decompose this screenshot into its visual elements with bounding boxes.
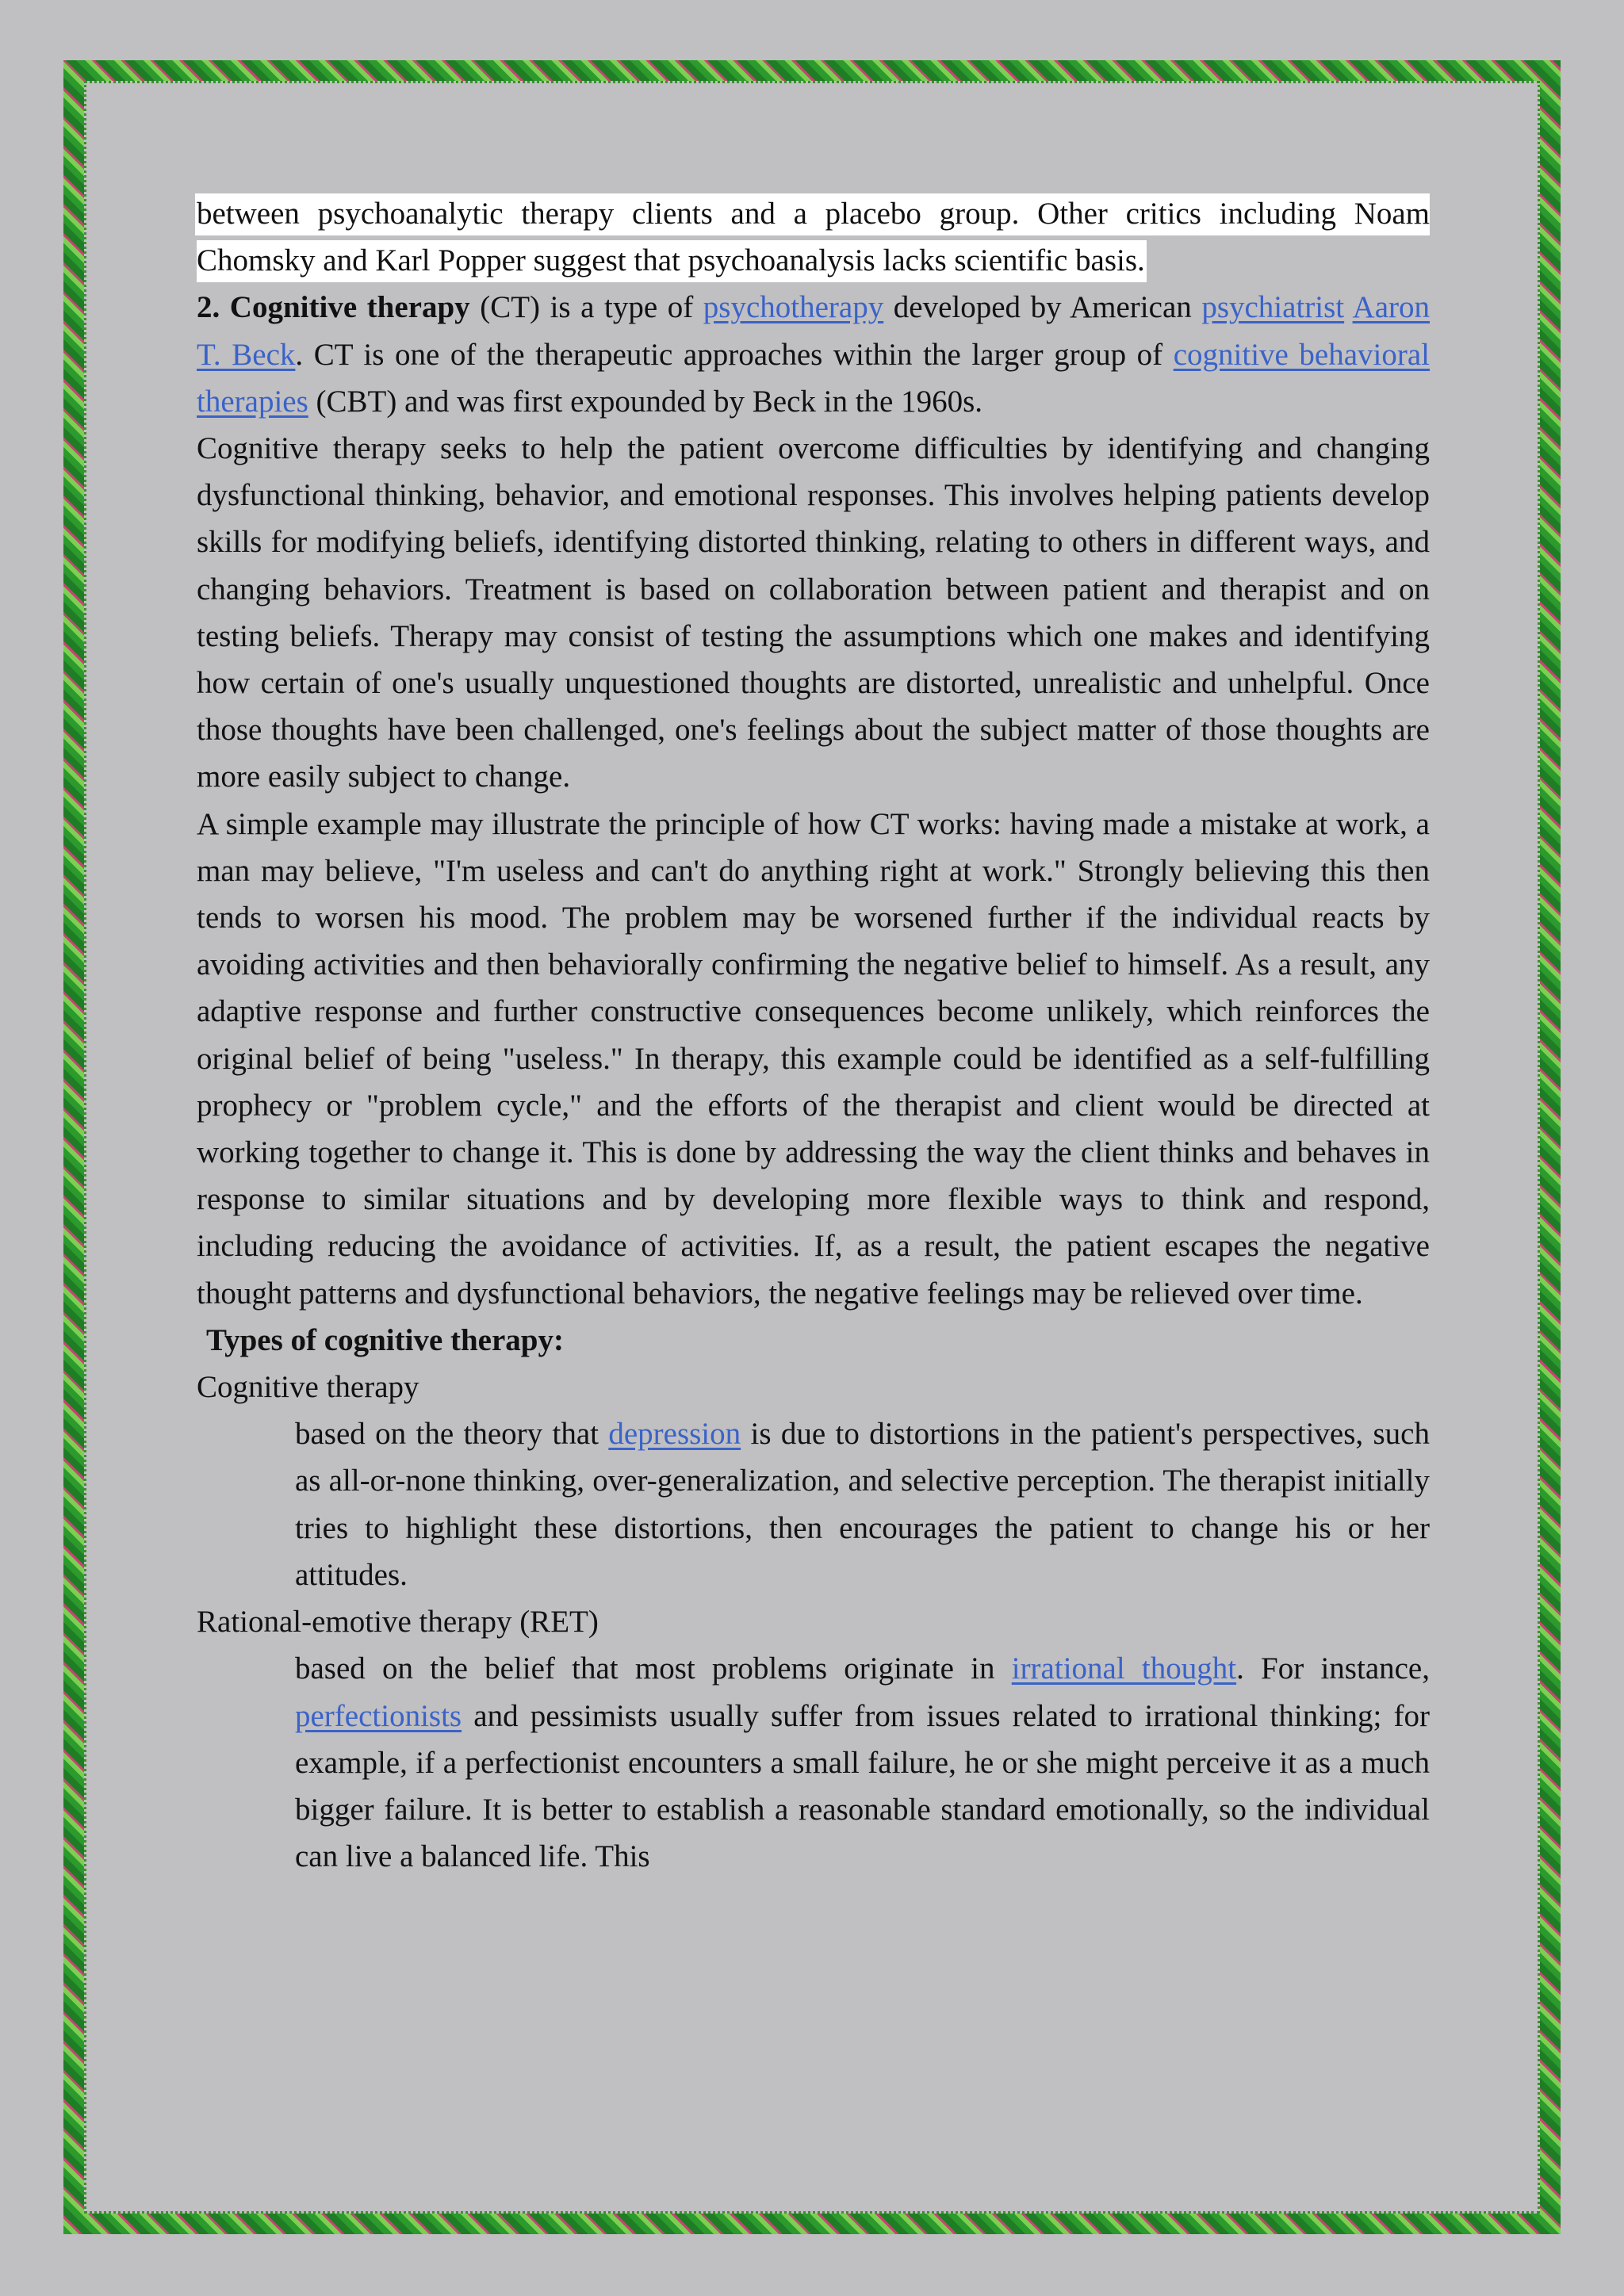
intro-paragraph — [197, 190, 1430, 284]
text-run: and pessimists usually suffer from issues related to irrational thinking; for example, if a perfectionist encounters a small failure, he or she might perceive it as a much bigger failure. It is better to establish a reasonable standard emotionally, so the individual can live a balanced life. This — [295, 1698, 1430, 1874]
term-cognitive-therapy: Cognitive therapy — [197, 1370, 419, 1405]
paragraph-example: A simple example may illustrate the principle of how CT works: having made a mistake at work, a man may believe, "I'm useless and can't do anything right at work." Strongly believing this then tends to worsen his mood. The problem may be worsened further if the individual reacts by avoiding activities and then behaviorally confirming the negative belief to himself. As a result, any adaptive response and further constructive consequences become unlikely, which reinforces the original belief of being "useless." In therapy, this example could be identified as a self-fulfilling prophecy or "problem cycle," and the efforts of the therapist and client would be directed at working together to change it. This is done by addressing the way the client thinks and behaves in response to similar situations and by developing more flexible ways to think and respond, including reducing the avoidance of activities. If, as a result, the patient escapes the negative thought patterns and dysfunctional behaviors, the negative feelings may be relieved over time. — [197, 806, 1430, 1311]
text-run: developed by American — [883, 290, 1202, 325]
cognitive-therapy-intro — [197, 284, 1430, 425]
text-run: based on the belief that most problems originate in — [295, 1651, 1012, 1686]
def-rational-emotive-therapy — [295, 1645, 1430, 1880]
link-cbt[interactable]: cognitive behavioral therapies — [197, 337, 1431, 419]
text-run — [1344, 290, 1352, 324]
text-run: . CT is one of the therapeutic approaches within the larger group of — [295, 337, 1174, 372]
link-irrational-thought[interactable]: irrational thought — [1011, 1651, 1237, 1686]
section-heading: 2. Cognitive therapy — [197, 290, 470, 325]
abbr-ct: (CT) — [469, 290, 541, 325]
text-run: . For instance, — [1236, 1651, 1430, 1686]
link-psychiatrist[interactable]: psychiatrist — [1201, 290, 1345, 325]
link-perfectionists[interactable]: perfectionists — [295, 1698, 462, 1733]
link-aaron-beck[interactable]: Aaron T. Beck — [197, 290, 1430, 372]
def-cognitive-therapy — [295, 1410, 1430, 1598]
text-run: is a type of — [540, 290, 703, 325]
text-run: (CBT) and was first expounded by Beck in the 1960s. — [308, 384, 983, 419]
link-psychotherapy[interactable]: psychotherapy — [703, 290, 884, 325]
text-run: is due to distortions in the patient's perspectives, such as all-or-none thinking, over-generalization, and selective perception. The therapist initially tries to highlight these distortions, then encourages the patient to change his or her attitudes. — [295, 1417, 1430, 1592]
paragraph-goals: Cognitive therapy seeks to help the patient overcome difficulties by identifying and changing dysfunctional thinking, behavior, and emotional responses. This involves helping patients develop skills for modifying beliefs, identifying distorted thinking, relating to others in different ways, and changing behaviors. Treatment is based on collaboration between patient and therapist and on testing beliefs. Therapy may consist of testing the assumptions which one makes and identifying how certain of one's usually unquestioned thoughts are distorted, unrealistic and unhelpful. Once those thoughts have been challenged, one's feelings about the subject matter of those thoughts are more easily subject to change. — [197, 431, 1430, 794]
term-rational-emotive-therapy: Rational-emotive therapy (RET) — [197, 1605, 599, 1640]
link-depression[interactable]: depression — [608, 1417, 741, 1452]
types-heading: Types of cognitive therapy: — [206, 1322, 564, 1357]
document-page — [197, 190, 1430, 1880]
highlighted-text: between psychoanalytic therapy clients and a placebo group. Other critics including Noam Chomsky and Karl Popper suggest that psychoanalysis lacks scientific basis. — [195, 193, 1430, 282]
text-run: based on the theory that — [295, 1417, 609, 1452]
